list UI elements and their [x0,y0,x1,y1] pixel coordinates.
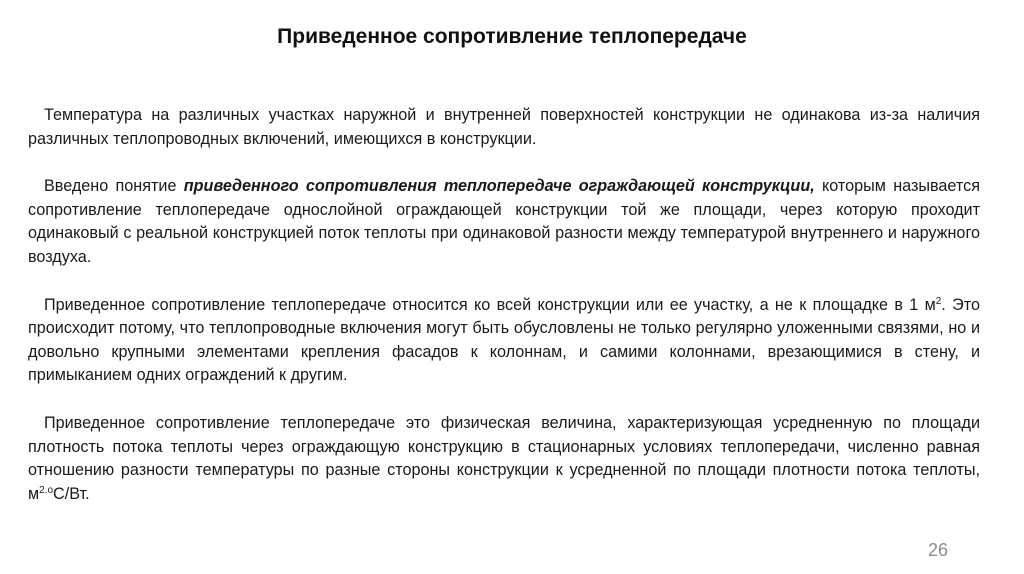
paragraph-1-text: Температура на различных участках наружной и внутренней поверхностей конструкции не одинакова из-за наличия различных теплопроводных включений, имеющихся в конструкции. [28,106,980,148]
paragraph-4-unit: С/Вт. [53,484,90,503]
paragraph-3-rest: . Это происходит потому, что теплопроводные включения могут быть обусловлены не только регулярно уложенными связями, но и довольно крупными элементами крепления фасадов к колоннам, и самими колоннами, врезающимися в стену, и примыканием одних ограждений к другим. [28,295,980,385]
slide-title: Приведенное сопротивление теплопередаче [277,25,747,48]
paragraph-3 [28,294,980,388]
term-definition-emphasis: приведенного сопротивления теплопередаче ограждающей конструкции, [183,177,815,196]
paragraph-4-superscript: 2.о [39,484,54,496]
paragraph-3-superscript: 2 [935,295,942,307]
paragraph-2-intro: Введено понятие [44,177,184,196]
page-number: 26 [927,540,948,560]
paragraph-1 [28,104,980,151]
paragraph-4 [28,412,980,506]
paragraph-4-start: Приведенное сопротивление теплопередаче это физическая величина, характеризующая усредненную по площади плотность потока теплоты через ограждающую конструкцию в стационарных условиях теплопередачи, численно равная отношению разности температуры по разные стороны конструкции к усредненной по площади плотности потока теплоты, м [28,413,980,503]
slide-body [28,104,980,530]
paragraph-3-start: Приведенное сопротивление теплопередаче относится ко всей конструкции или ее участку, а не к площадке в 1 м [44,295,936,314]
paragraph-2-rest: которым называется сопротивление теплопередаче однослойной ограждающей конструкции той же площади, через которую проходит одинаковый с реальной конструкцией поток теплоты при одинаковой разности между температурой внутреннего и наружного воздуха. [28,177,980,266]
paragraph-2 [28,175,980,269]
